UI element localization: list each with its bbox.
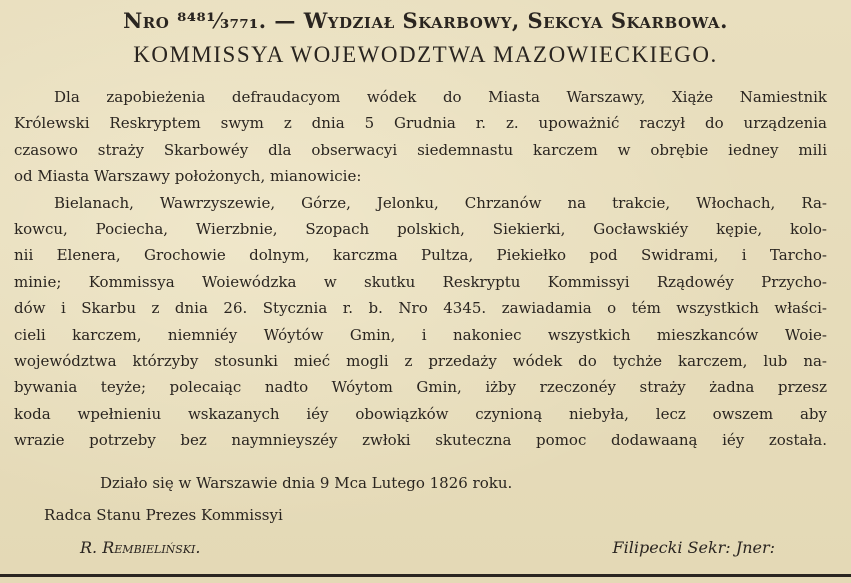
page-title: KOMMISSYA WOJEWODZTWA MAZOWIECKIEGO.: [133, 42, 718, 67]
text-line: Dla zapobieżenia defraudacyom wódek do Miasta Warszawy, Xiąże Namiestnik: [54, 88, 827, 106]
text-line: koda wpełnieniu wskazanych iéy obowiązków czynioną niebyła, lecz owszem aby: [14, 404, 827, 423]
text-line: bywania teyże; polecaiąc nadto Wóytom Gmin, iżby rzeczonéy straży żadna przesz: [14, 378, 827, 397]
text-line: nii Elenera, Grochowie dolnym, karczma Pultza, Piekiełko pod Swidrami, i Tarcho-: [14, 246, 827, 265]
signature-surname: Rembieliński.: [102, 538, 201, 557]
text-line: kowcu, Pociecha, Wierzbnie, Szopach polskich, Siekierki, Gocławskiéy kępie, kolo-: [14, 220, 827, 239]
section-header: [0, 8, 851, 33]
signature-secretary: Filipecki Sekr: Jner:: [612, 538, 775, 557]
text-line: od Miasta Warszawy położonych, mianowicie:: [14, 167, 362, 186]
text-line: dów i Skarbu z dnia 26. Stycznia r. b. Nro 4345. zawiadamia o tém wszystkich właści-: [14, 299, 827, 318]
signature-initial: R.: [80, 538, 98, 557]
section-name: Wydział Skarbowy, Sekcya Skarbowa.: [303, 8, 728, 33]
signatory-title: Radca Stanu Prezes Kommissyi: [44, 506, 283, 524]
text-line: wrazie potrzeby bez naymnieyszéy zwłoki skuteczna pomoc dodawaaną iéy została.: [14, 431, 827, 450]
text-line: czasowo straży Skarbowéy dla obserwacyi siedemnastu karczem w obrębie iedney mili: [14, 140, 827, 159]
text-line: Bielanach, Wawrzyszewie, Górze, Jelonku, Chrzanów na trakcie, Włochach, Ra-: [54, 193, 827, 212]
text-line: cieli karczem, niemniéy Wóytów Gmin, i nakoniec wszystkich mieszkanców Woie-: [14, 325, 827, 344]
text-line: Królewski Reskryptem swym z dnia 5 Grudnia r. z. upoważnić raczył do urządzenia: [14, 114, 827, 133]
signature-president: [80, 538, 201, 557]
document-number: Nro ⁸⁴⁸¹⁄₃₇₇₁.: [123, 8, 267, 33]
text-line: województwa którzyby stosunki mieć mogli z przedaży wódek do tychże karczem, lub na-: [14, 352, 827, 371]
text-line: minie; Kommissya Woiewódzka w skutku Reskryptu Kommissyi Rządowéy Przycho-: [14, 272, 827, 291]
date-line: Działo się w Warszawie dnia 9 Mca Lutego 1826 roku.: [100, 474, 513, 492]
bottom-rule: [0, 574, 851, 577]
header-dash: —: [274, 8, 296, 33]
announcement-body: [14, 84, 827, 454]
